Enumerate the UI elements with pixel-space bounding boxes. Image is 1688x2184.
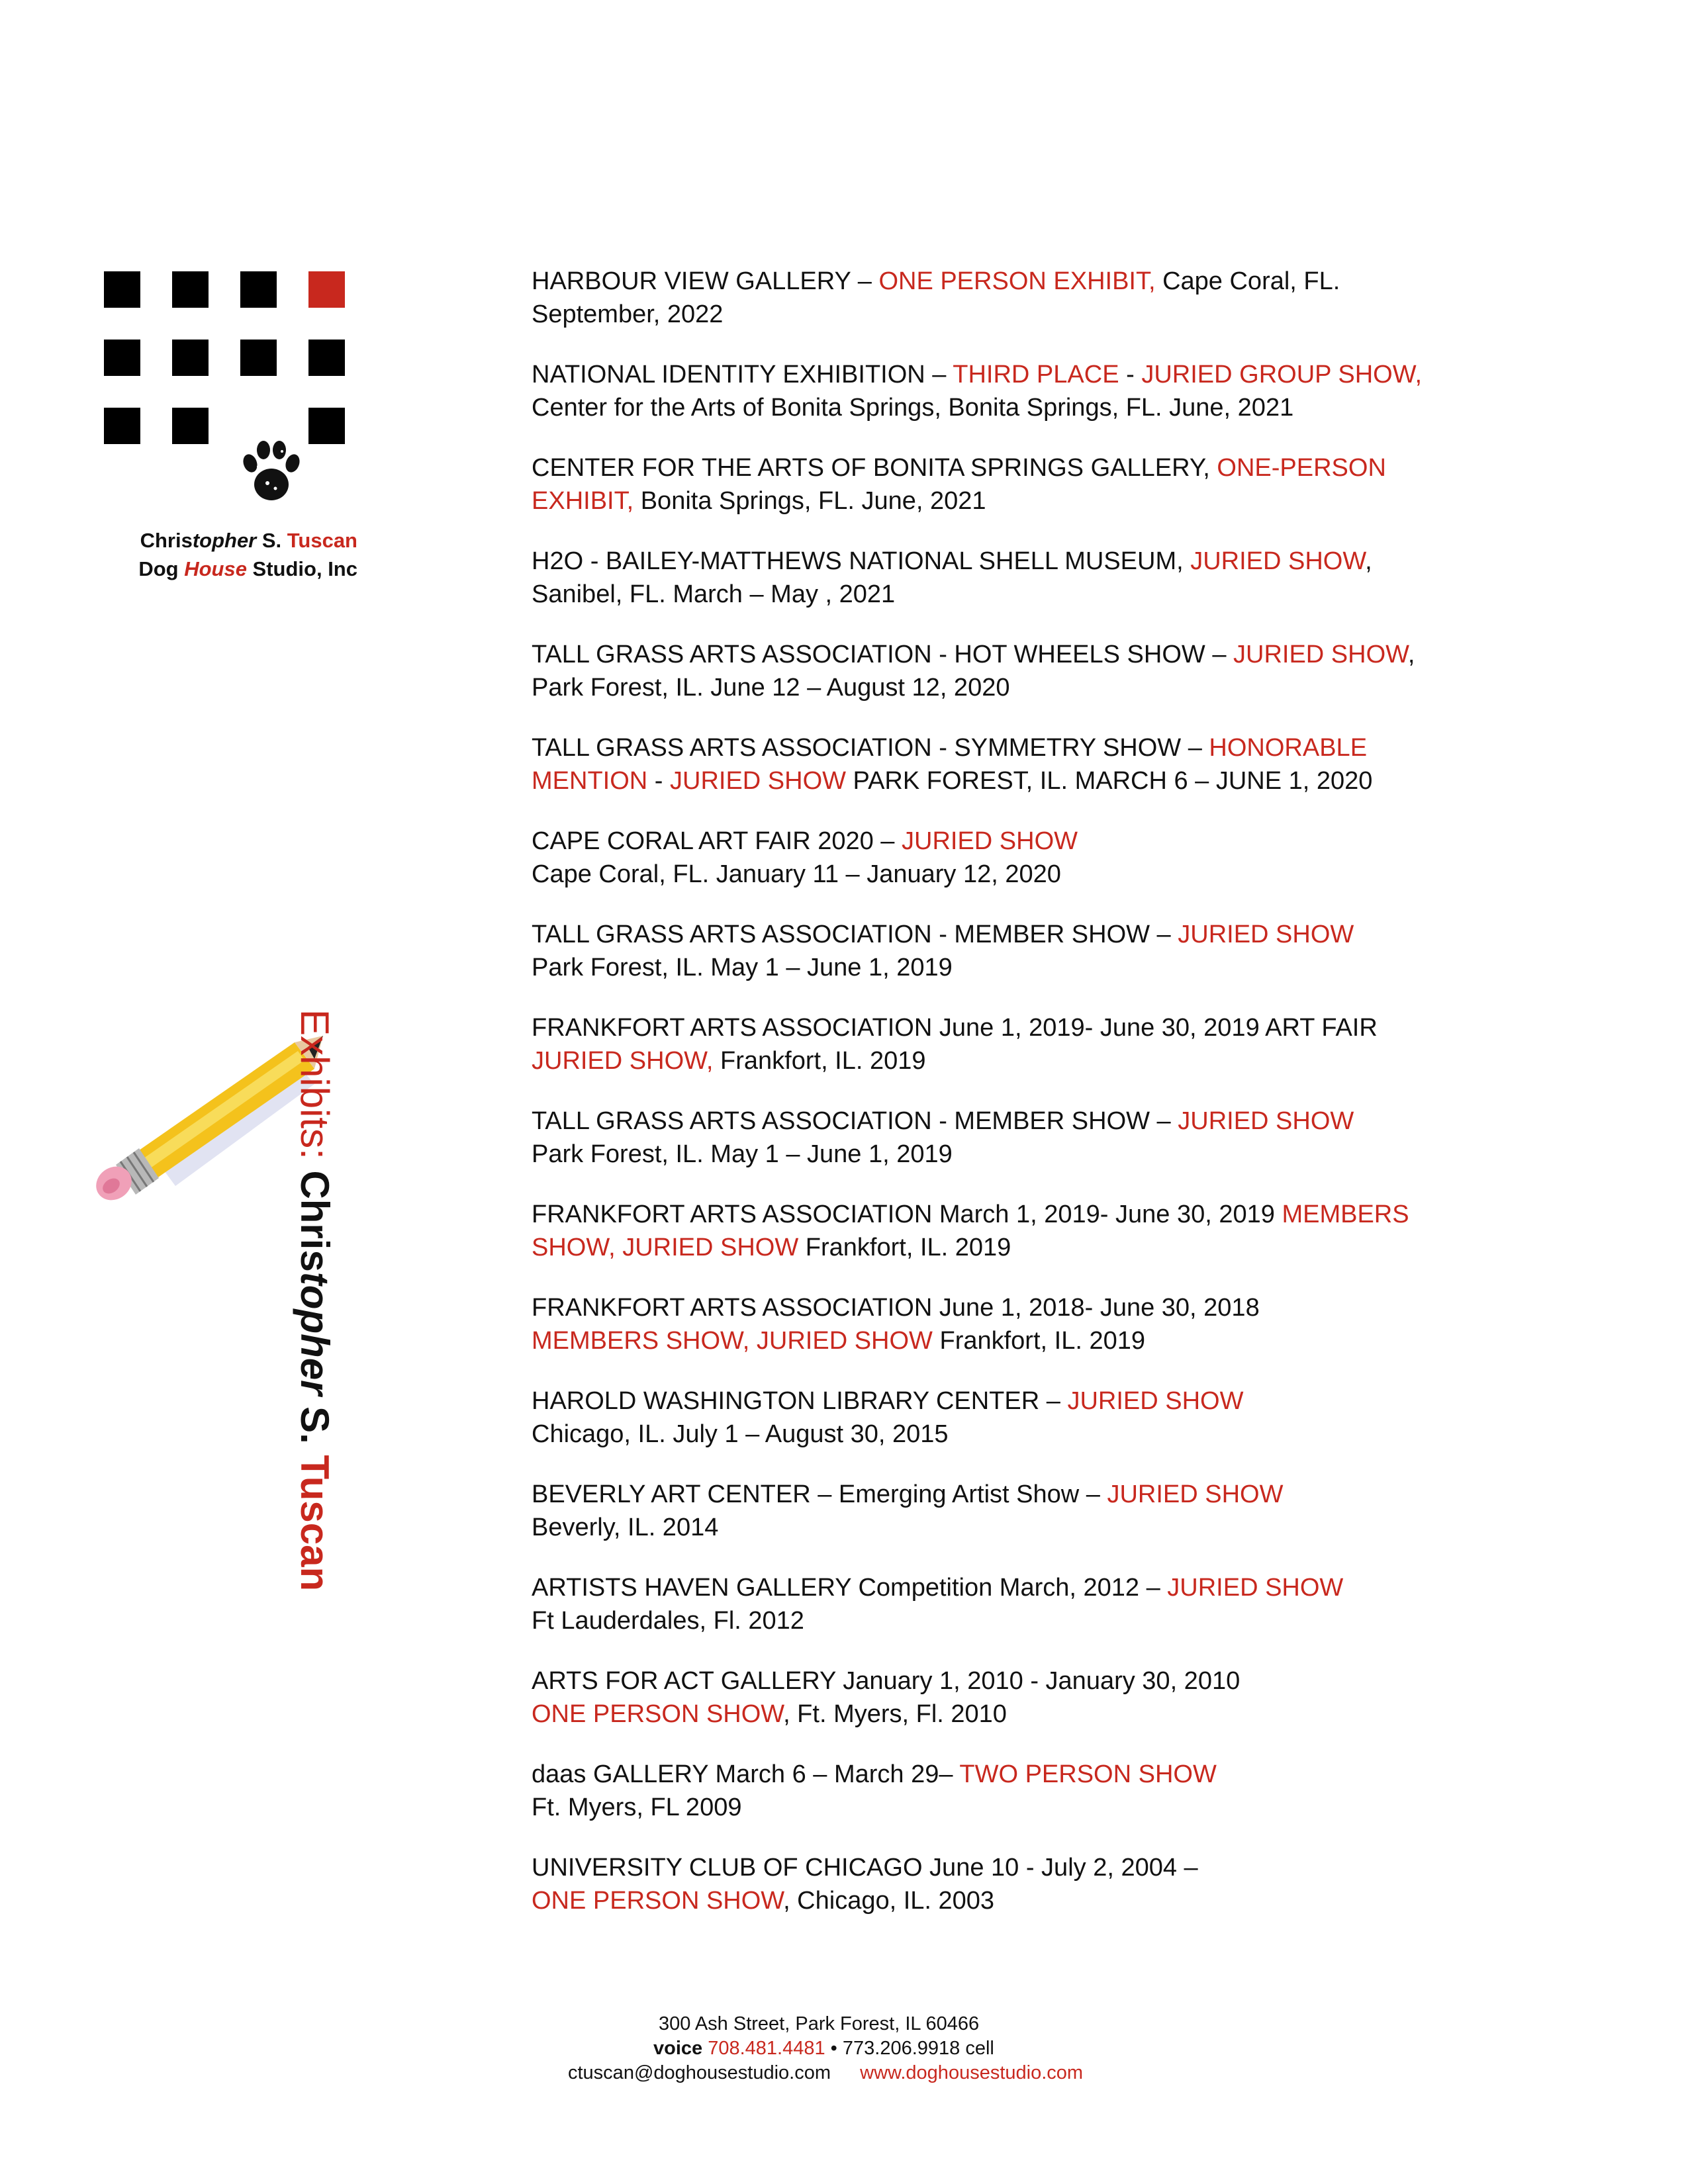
exhibit-line1 (532, 1478, 1511, 1511)
exhibit-entry (532, 265, 1511, 331)
exhibit-entry (532, 1478, 1511, 1544)
exhibit-entry (532, 1105, 1511, 1171)
exhibit-text: Park Forest, IL. May 1 – June 1, 2019 (532, 954, 953, 981)
exhibit-text: daas GALLERY March 6 – March 29– (532, 1760, 960, 1788)
exhibit-line1 (532, 1851, 1511, 1884)
exhibit-text: FRANKFORT ARTS ASSOCIATION March 1, 2019- June 30, 2019 (532, 1201, 1282, 1228)
exhibit-line2 (532, 298, 1511, 331)
logo-square (172, 271, 209, 308)
logo-square (172, 340, 209, 376)
exhibit-text: HARBOUR VIEW GALLERY – (532, 267, 879, 295)
exhibit-text: NATIONAL IDENTITY EXHIBITION – (532, 361, 953, 388)
studio-name: Dog House Studio, Inc (138, 557, 357, 580)
exhibit-entry (532, 358, 1511, 424)
exhibit-text: Sanibel, FL. March – May , 2021 (532, 580, 896, 608)
exhibit-entry (532, 1851, 1511, 1917)
company-name-block (99, 526, 357, 583)
exhibit-entry (532, 1291, 1511, 1357)
exhibit-text: Chicago, IL. July 1 – August 30, 2015 (532, 1420, 949, 1448)
exhibit-line1 (532, 265, 1511, 298)
exhibit-text: Frankfort, IL. 2019 (713, 1047, 926, 1075)
exhibit-line2 (532, 1138, 1511, 1171)
exhibit-text: , Ft. Myers, Fl. 2010 (783, 1700, 1007, 1728)
paw-print-icon (238, 437, 305, 510)
exhibit-line1 (532, 451, 1511, 484)
logo-square (172, 408, 209, 444)
exhibit-text: September, 2022 (532, 300, 724, 328)
exhibit-highlight: JURIED SHOW (1178, 1107, 1354, 1135)
exhibit-highlight: JURIED SHOW (1233, 641, 1408, 668)
footer-address: 300 Ash Street, Park Forest, IL 60466 (659, 2013, 980, 2034)
exhibit-line1 (532, 1758, 1511, 1791)
exhibit-entry (532, 1571, 1511, 1637)
exhibit-highlight: JURIED SHOW, (532, 1047, 714, 1075)
exhibit-line2 (532, 1604, 1511, 1637)
exhibit-line1 (532, 1664, 1511, 1698)
exhibit-entry (532, 918, 1511, 984)
exhibit-line2 (532, 1511, 1511, 1544)
exhibit-line1 (532, 1105, 1511, 1138)
exhibit-text: ARTISTS HAVEN GALLERY Competition March, 2012 – (532, 1574, 1168, 1602)
footer-contact (568, 2061, 1083, 2085)
exhibit-entry (532, 1198, 1511, 1264)
exhibit-text: - (647, 767, 670, 795)
exhibit-line2 (532, 951, 1511, 984)
logo-square (308, 408, 345, 444)
exhibit-text: Cape Coral, FL. January 11 – January 12, 2020 (532, 860, 1061, 888)
exhibit-text: TALL GRASS ARTS ASSOCIATION - HOT WHEELS SHOW – (532, 641, 1234, 668)
exhibit-text: , (1365, 547, 1372, 575)
website-link[interactable]: www.doghousestudio.com (860, 2062, 1084, 2083)
exhibit-text: CENTER FOR THE ARTS OF BONITA SPRINGS GALLERY, (532, 454, 1217, 482)
exhibit-line2 (532, 484, 1511, 518)
exhibit-line2 (532, 858, 1511, 891)
exhibit-entry (532, 825, 1511, 891)
logo-square (308, 340, 345, 376)
exhibit-text: Center for the Arts of Bonita Springs, Bonita Springs, FL. June, 2021 (532, 394, 1294, 422)
exhibit-line2 (532, 1884, 1511, 1917)
exhibit-text: FRANKFORT ARTS ASSOCIATION June 1, 2019- June 30, 2019 ART FAIR (532, 1014, 1378, 1042)
exhibit-highlight: ONE-PERSON (1217, 454, 1386, 482)
exhibit-line2 (532, 578, 1511, 611)
exhibit-line1 (532, 1291, 1511, 1324)
exhibit-highlight: MEMBERS (1282, 1201, 1409, 1228)
sidebar-vertical-title: Exhibits: Christopher S. Tuscan (293, 1009, 337, 1592)
exhibit-text: CAPE CORAL ART FAIR 2020 – (532, 827, 902, 855)
exhibit-text: Park Forest, IL. June 12 – August 12, 2020 (532, 674, 1010, 702)
exhibit-text: UNIVERSITY CLUB OF CHICAGO June 10 - July 2, 2004 – (532, 1854, 1198, 1882)
exhibit-text: Ft Lauderdales, Fl. 2012 (532, 1607, 804, 1635)
exhibit-line1 (532, 545, 1511, 578)
exhibit-entry (532, 1385, 1511, 1451)
exhibit-text: , Chicago, IL. 2003 (783, 1887, 995, 1915)
exhibit-line2 (532, 764, 1511, 797)
exhibit-entry (532, 638, 1511, 704)
exhibit-text: H2O - BAILEY-MATTHEWS NATIONAL SHELL MUSEUM, (532, 547, 1191, 575)
exhibit-highlight: HONORABLE (1209, 734, 1368, 762)
exhibit-line2 (532, 1698, 1511, 1731)
exhibit-line2 (532, 1418, 1511, 1451)
exhibit-entry (532, 731, 1511, 797)
exhibit-entry (532, 545, 1511, 611)
exhibit-line2 (532, 391, 1511, 424)
exhibit-highlight: JURIED SHOW (1167, 1574, 1344, 1602)
logo-square-red (308, 271, 345, 308)
exhibit-line1 (532, 638, 1511, 671)
exhibit-text: BEVERLY ART CENTER – Emerging Artist Show – (532, 1480, 1107, 1508)
exhibit-highlight: JURIED SHOW (670, 767, 846, 795)
exhibit-text: Park Forest, IL. May 1 – June 1, 2019 (532, 1140, 953, 1168)
exhibit-highlight: THIRD PLACE (953, 361, 1119, 388)
exhibit-highlight: JURIED SHOW (1178, 921, 1354, 948)
artist-name: Christopher S. Tuscan (140, 529, 357, 552)
exhibit-entry (532, 1758, 1511, 1824)
exhibit-highlight: ONE PERSON SHOW (532, 1700, 784, 1728)
exhibit-line1 (532, 1011, 1511, 1044)
exhibit-text: Ft. Myers, FL 2009 (532, 1794, 742, 1821)
exhibit-text: ARTS FOR ACT GALLERY January 1, 2010 - January 30, 2010 (532, 1667, 1241, 1695)
email-link[interactable]: ctuscan@doghousestudio.com (568, 2062, 831, 2083)
exhibit-entry (532, 1664, 1511, 1731)
exhibit-highlight: JURIED SHOW (1190, 547, 1366, 575)
exhibit-highlight: ONE PERSON EXHIBIT, (878, 267, 1156, 295)
logo-square (240, 271, 277, 308)
exhibit-text: , (1407, 641, 1415, 668)
exhibit-highlight: MEMBERS SHOW, JURIED SHOW (532, 1327, 933, 1355)
logo-square (104, 340, 140, 376)
exhibit-line1 (532, 1571, 1511, 1604)
exhibit-text: HAROLD WASHINGTON LIBRARY CENTER – (532, 1387, 1068, 1415)
exhibit-text: Cape Coral, FL. (1155, 267, 1340, 295)
exhibit-text: PARK FOREST, IL. MARCH 6 – JUNE 1, 2020 (846, 767, 1373, 795)
exhibit-highlight: JURIED SHOW (1107, 1480, 1284, 1508)
logo-square (104, 271, 140, 308)
logo-square (104, 408, 140, 444)
exhibit-text: Frankfort, IL. 2019 (798, 1234, 1011, 1261)
exhibit-text: TALL GRASS ARTS ASSOCIATION - MEMBER SHOW – (532, 921, 1178, 948)
exhibit-line2 (532, 1324, 1511, 1357)
exhibit-highlight: JURIED GROUP SHOW, (1141, 361, 1423, 388)
exhibit-line1 (532, 1385, 1511, 1418)
exhibit-entry (532, 1011, 1511, 1077)
exhibit-text: TALL GRASS ARTS ASSOCIATION - SYMMETRY SHOW – (532, 734, 1209, 762)
exhibit-list (532, 265, 1511, 1944)
exhibit-highlight: JURIED SHOW (902, 827, 1078, 855)
exhibit-line2 (532, 1044, 1511, 1077)
exhibit-line2 (532, 1791, 1511, 1824)
exhibit-highlight: EXHIBIT, (532, 487, 634, 515)
exhibit-text: - (1119, 361, 1142, 388)
exhibit-line1 (532, 1198, 1511, 1231)
exhibit-text: Frankfort, IL. 2019 (932, 1327, 1145, 1355)
logo-grid (104, 271, 349, 450)
exhibit-text: TALL GRASS ARTS ASSOCIATION - MEMBER SHOW – (532, 1107, 1178, 1135)
exhibit-highlight: ONE PERSON SHOW (532, 1887, 784, 1915)
exhibit-highlight: SHOW, JURIED SHOW (532, 1234, 799, 1261)
exhibit-entry (532, 451, 1511, 518)
exhibit-highlight: TWO PERSON SHOW (959, 1760, 1217, 1788)
exhibit-text: FRANKFORT ARTS ASSOCIATION June 1, 2018- June 30, 2018 (532, 1294, 1260, 1322)
exhibit-line1 (532, 358, 1511, 391)
exhibit-line2 (532, 671, 1511, 704)
exhibit-line1 (532, 731, 1511, 764)
logo-square (240, 340, 277, 376)
exhibit-text: Beverly, IL. 2014 (532, 1514, 719, 1541)
exhibit-line2 (532, 1231, 1511, 1264)
exhibit-line1 (532, 825, 1511, 858)
exhibit-highlight: JURIED SHOW (1067, 1387, 1244, 1415)
exhibit-text: Bonita Springs, FL. June, 2021 (633, 487, 986, 515)
footer-phone: voice 708.481.4481 • 773.206.9918 cell (653, 2038, 994, 2059)
exhibit-highlight: MENTION (532, 767, 648, 795)
exhibit-line1 (532, 918, 1511, 951)
